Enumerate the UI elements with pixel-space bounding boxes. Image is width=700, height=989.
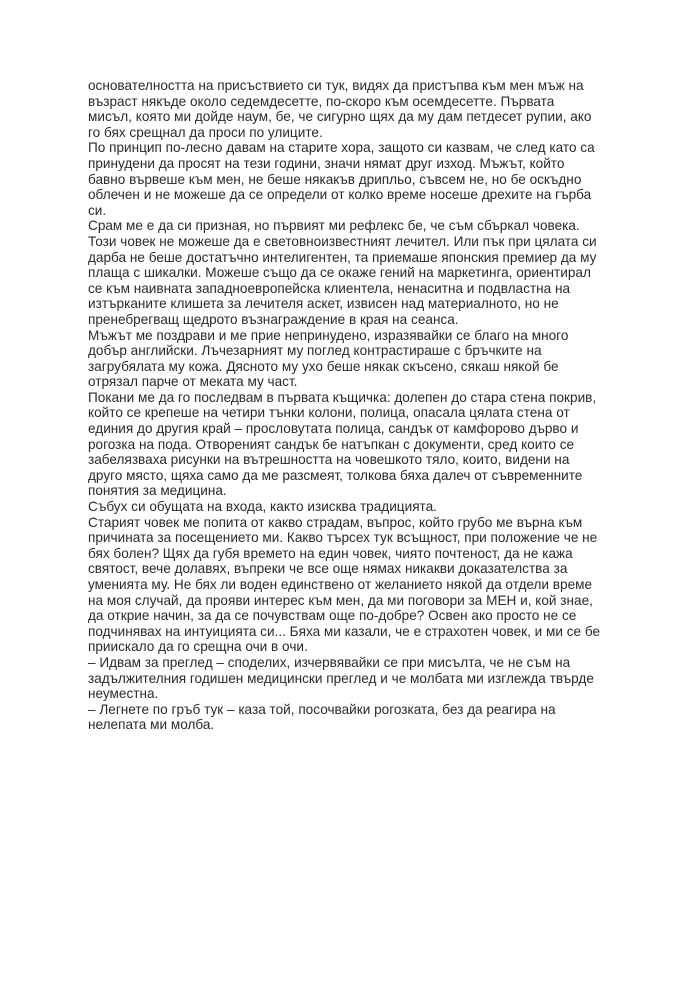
text-line: основателността на присъствието си тук, видях да пристъпва към мен мъж на — [88, 78, 584, 93]
text-line: да открие начин, за да се почувствам още по-добре? Освен ако просто не се — [88, 608, 577, 624]
text-line: плаща с шикалки. Можеше също да се окаже гений на маркетинга, ориентирал — [88, 265, 591, 281]
text-line: друго място, щяха само да ме разсмеят, толкова бяха далеч от съвременните — [88, 467, 583, 483]
text-line: задължителния годишен медицински преглед и че молбата ми изглежда твърде — [88, 670, 594, 686]
text-line: По принцип по-лесно давам на старите хора, защото си казвам, че след като са — [88, 140, 595, 156]
text-line: принудени да просят на тези години, значи нямат друг изход. Мъжът, който — [88, 155, 565, 171]
text-line: приискало да го срещна очи в очи. — [88, 639, 308, 655]
text-line: на моя случай, да прояви интерес към мен, да ми поговори за МЕН и, кой знае, — [88, 592, 593, 608]
text-line: понятия за медицина. — [88, 483, 227, 499]
body-text — [88, 78, 618, 733]
text-line: Срам ме е да си призная, но първият ми рефлекс бе, че съм сбъркал човека. — [88, 218, 580, 234]
text-line: единия до другия край – прословутата полица, сандък от камфорово дърво и — [88, 421, 579, 437]
text-line: го бях срещнал да проси по улиците. — [88, 124, 323, 140]
text-line: Покани ме да го последвам в първата къщичка: долепен до стара стена покрив, — [88, 389, 597, 405]
text-line: бях болен? Щях да губя времето на един човек, чиято почтеност, да не кажа — [88, 545, 573, 561]
text-line: неуместна. — [88, 686, 159, 702]
text-line: рогозка на пода. Отвореният сандък бе натъпкан с документи, сред които се — [88, 436, 575, 452]
text-line: изтърканите клишета за лечителя аскет, извисен над материалното, но не — [88, 296, 559, 312]
text-line: Старият човек ме попита от какво страдам, въпрос, който грубо ме върна към — [88, 514, 583, 530]
text-line: мисъл, която ми дойде наум, бе, че сигурно щях да му дам петдесет рупии, ако — [88, 109, 592, 125]
text-line: загрубялата му кожа. Дясното му ухо беше някак скъсено, сякаш някой бе — [88, 358, 559, 374]
text-line: отрязал парче от меката му част. — [88, 374, 298, 390]
text-line: святост, вече долавях, въпреки че все още нямах никакви доказателства за — [88, 561, 568, 577]
text-line: причината за посещението ми. Какво търсех тук всъщност, при положение че не — [88, 530, 598, 546]
text-line: дарба не беше достатъчно интелигентен, та приемаше японския премиер да му — [88, 249, 597, 265]
text-line: уменията му. Не бях ли воден единствено от желанието някой да отдели време — [88, 577, 593, 592]
text-line: възраст някъде около седемдесетте, по-скоро към осемдесетте. Първата — [88, 93, 555, 109]
text-line: Мъжът ме поздрави и ме прие непринудено, изразявайки се благо на много — [88, 327, 569, 343]
text-line: нелепата ми молба. — [88, 717, 215, 733]
text-line: Събух си обущата на входа, както изисква традицията. — [88, 499, 437, 515]
text-line: който се крепеше на четири тънки колони, полица, опасала цялата стена от — [88, 405, 570, 421]
text-line: – Легнете по гръб тук – каза той, посочвайки рогозката, без да реагира на — [88, 701, 556, 717]
text-line: подчинявах на интуицията си... Бяха ми казали, че е страхотен човек, и ми се бе — [88, 623, 601, 639]
text-line: си. — [88, 202, 107, 218]
text-line: Този човек не можеше да е световноизвестният лечител. Или пък при цялата си — [88, 233, 597, 249]
text-line: пренебрегващ щедрото възнаграждение в края на сеанса. — [88, 311, 459, 327]
text-line: облечен и не можеше да се определи от колко време носеше дрехите на гърба — [88, 187, 592, 203]
text-line: добър английски. Лъчезарният му поглед контрастираше с бръчките на — [88, 343, 542, 359]
text-line: – Идвам за преглед – споделих, изчервявайки се при мисълта, че не съм на — [88, 654, 571, 670]
text-line: бавно вървеше към мен, не беше някакъв дрипльо, съвсем не, но бе оскъдно — [88, 171, 582, 187]
text-line: забелязваха рисунки на вътрешността на човешкото тяло, които, видени на — [88, 452, 570, 468]
text-line: се към наивната западноевропейска клиентела, ненаситна и подвластна на — [88, 280, 571, 296]
